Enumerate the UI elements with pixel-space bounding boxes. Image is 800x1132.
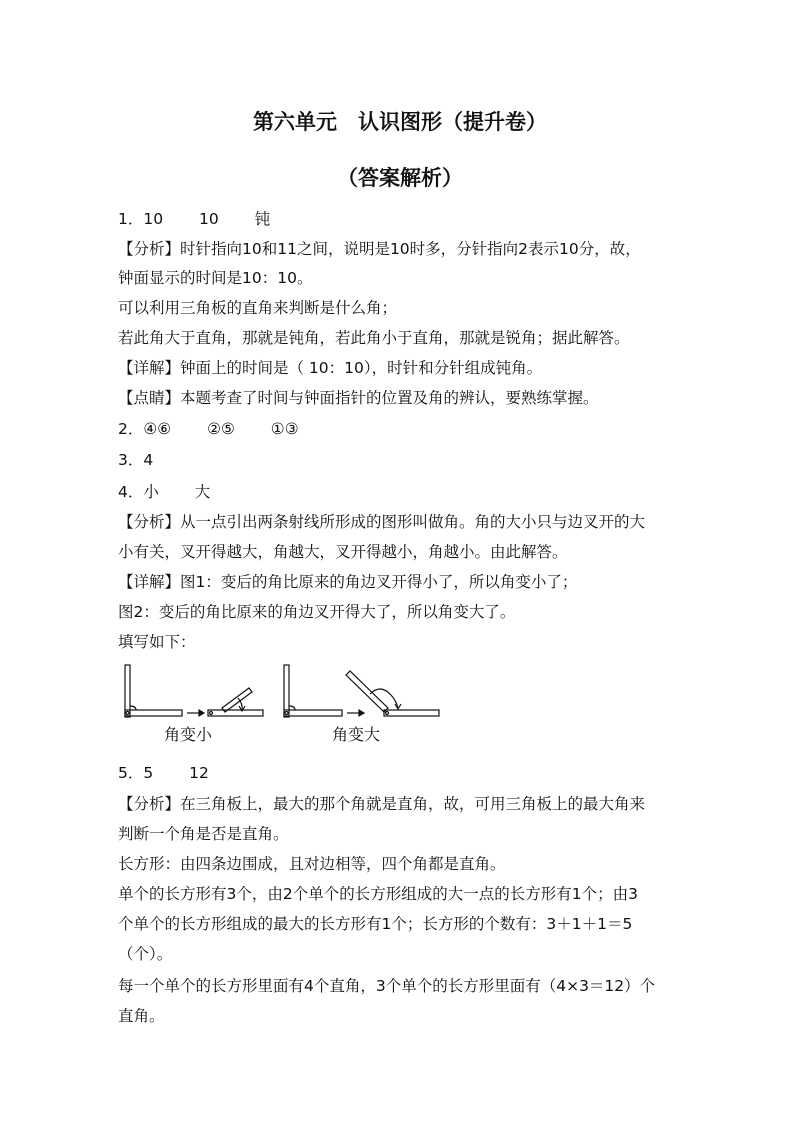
text-line: 小有关，叉开得越大，角越大，叉开得越小，角越小。由此解答。: [118, 543, 568, 561]
text-line: 若此角大于直角，那就是钝角，若此角小于直角，那就是锐角；据此解答。: [118, 329, 630, 347]
answer-1: 1．10 10 钝: [118, 210, 271, 228]
text-line: （个）。: [118, 945, 173, 963]
text-line: 【详解】钟面上的时间是（ 10：10），时针和分针组成钝角。: [118, 359, 543, 377]
text-line: 单个的长方形有3个，由2个单个的长方形组成的大一点的长方形有1个；由3: [118, 885, 638, 903]
text-line: 每一个单个的长方形里面有4个直角，3个单个的长方形里面有（4×3＝12）个: [118, 977, 656, 995]
text-line: 直角。: [118, 1007, 165, 1025]
text-line: 可以利用三角板的直角来判断是什么角；: [118, 299, 398, 317]
text-line: 【详解】图1：变后的角比原来的角边叉开得小了，所以角变小了；: [118, 573, 578, 591]
answer-2: 2．④⑥ ②⑤ ①③: [118, 420, 299, 438]
text-line: 长方形：由四条边围成，且对边相等，四个角都是直角。: [118, 855, 506, 873]
text-line: 【分析】在三角板上，最大的那个角就是直角，故，可用三角板上的最大角来: [118, 795, 646, 813]
text-line: 判断一个角是否是直角。: [118, 825, 289, 843]
caption-angle-larger: 角变大: [332, 725, 381, 744]
text-line: 钟面显示的时间是10：10。: [118, 269, 313, 287]
page-title: 第六单元 认识图形（提升卷）: [253, 110, 547, 134]
answer-3: 3．4: [118, 451, 154, 469]
text-line: 【分析】从一点引出两条射线所形成的图形叫做角。角的大小只与边叉开的大: [118, 513, 646, 531]
answer-4: 4．小 大: [118, 483, 211, 501]
text-line: 【点睛】本题考查了时间与钟面指针的位置及角的辨认，要熟练掌握。: [118, 389, 599, 407]
text-line: 填写如下：: [118, 633, 196, 651]
text-line: 个单个的长方形组成的最大的长方形有1个；长方形的个数有：3＋1＋1＝5: [118, 915, 633, 933]
text-line: 【分析】时针指向10和11之间，说明是10时多，分针指向2表示10分，故，: [118, 240, 641, 258]
angle-figure: [118, 660, 458, 750]
text-line: 图2：变后的角比原来的角边叉开得大了，所以角变大了。: [118, 603, 516, 621]
caption-angle-smaller: 角变小: [164, 725, 213, 744]
page-subtitle: （答案解析）: [337, 166, 463, 190]
answer-5: 5．5 12: [118, 764, 209, 782]
